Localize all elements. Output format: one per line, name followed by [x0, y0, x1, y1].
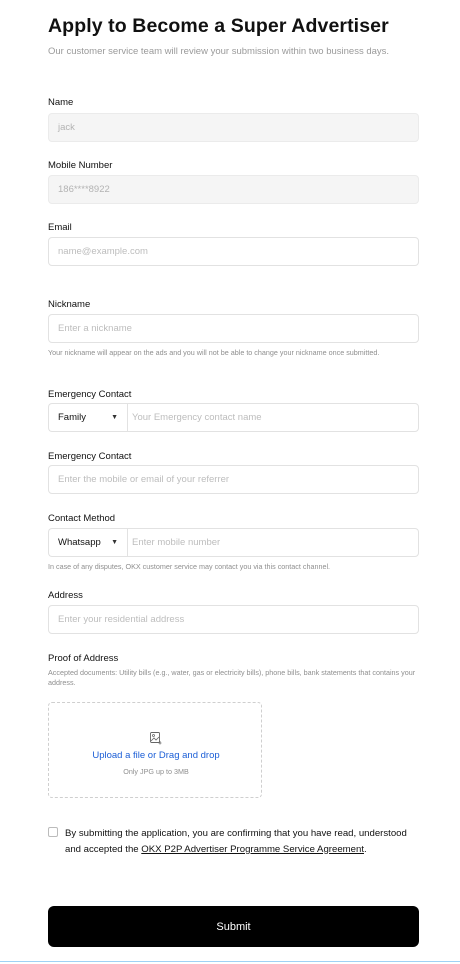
- relationship-value: Family: [58, 412, 86, 423]
- name-label: Name: [48, 97, 74, 108]
- referrer-field[interactable]: [48, 465, 419, 494]
- email-field[interactable]: [48, 237, 419, 266]
- contact-number-input[interactable]: [127, 528, 419, 557]
- name-field: [48, 113, 419, 142]
- nickname-placeholder: Enter a nickname: [58, 323, 132, 334]
- agreement-checkbox[interactable]: [48, 827, 58, 837]
- submit-label: Submit: [216, 920, 251, 933]
- caret-down-icon: ▼: [111, 539, 118, 546]
- mobile-field: [48, 175, 419, 204]
- agreement-text: [65, 826, 419, 857]
- emergency-contact-name-input[interactable]: [127, 403, 419, 432]
- email-label: Email: [48, 222, 72, 233]
- contact-method-value: Whatsapp: [58, 537, 101, 548]
- contact-method-label: Contact Method: [48, 513, 116, 524]
- caret-down-icon: ▼: [111, 414, 118, 421]
- email-placeholder: name@example.com: [58, 246, 148, 257]
- address-placeholder: Enter your residential address: [58, 614, 185, 625]
- image-upload-icon: [150, 732, 162, 745]
- address-field[interactable]: [48, 605, 419, 634]
- nickname-field[interactable]: [48, 314, 419, 343]
- page-title: Apply to Become a Super Advertiser: [48, 15, 389, 37]
- bottom-divider: [0, 961, 460, 962]
- upload-hint: Only JPG up to 3MB: [123, 767, 189, 776]
- relationship-select[interactable]: [48, 403, 127, 432]
- contact-number-placeholder: Enter mobile number: [132, 537, 221, 548]
- emergency-contact-name-placeholder: Your Emergency contact name: [132, 412, 262, 423]
- mobile-value: 186****8922: [58, 184, 110, 195]
- upload-link[interactable]: Upload a file or Drag and drop: [92, 750, 220, 761]
- contact-method-select[interactable]: [48, 528, 127, 557]
- agreement-text-before: By submitting the application, you are confirming that you have read, understood and accepted the: [65, 828, 407, 855]
- page-subtitle: Our customer service team will review your submission within two business days.: [48, 46, 390, 57]
- nickname-help: Your nickname will appear on the ads and you will not be able to change your nickname once submitted.: [48, 348, 380, 357]
- name-value: jack: [58, 122, 75, 133]
- proof-of-address-label: Proof of Address: [48, 653, 119, 664]
- referrer-placeholder: Enter the mobile or email of your referrer: [58, 474, 230, 485]
- address-label: Address: [48, 590, 83, 601]
- contact-method-help: In case of any disputes, OKX customer service may contact you via this contact channel.: [48, 562, 331, 571]
- contact-method-combo: [48, 528, 419, 557]
- mobile-label: Mobile Number: [48, 160, 113, 171]
- emergency-contact-label: Emergency Contact: [48, 389, 132, 400]
- emergency-contact-combo: [48, 403, 419, 432]
- proof-of-address-help: Accepted documents: Utility bills (e.g., water, gas or electricity bills), phone bills, bank statements that contains your address.: [48, 668, 416, 687]
- nickname-label: Nickname: [48, 299, 91, 310]
- agreement-link[interactable]: OKX P2P Advertiser Programme Service Agreement: [141, 843, 364, 855]
- agreement-text-after: .: [364, 843, 367, 855]
- submit-button[interactable]: [48, 906, 419, 947]
- emergency-contact-2-label: Emergency Contact: [48, 451, 132, 462]
- upload-dropzone[interactable]: [48, 702, 262, 798]
